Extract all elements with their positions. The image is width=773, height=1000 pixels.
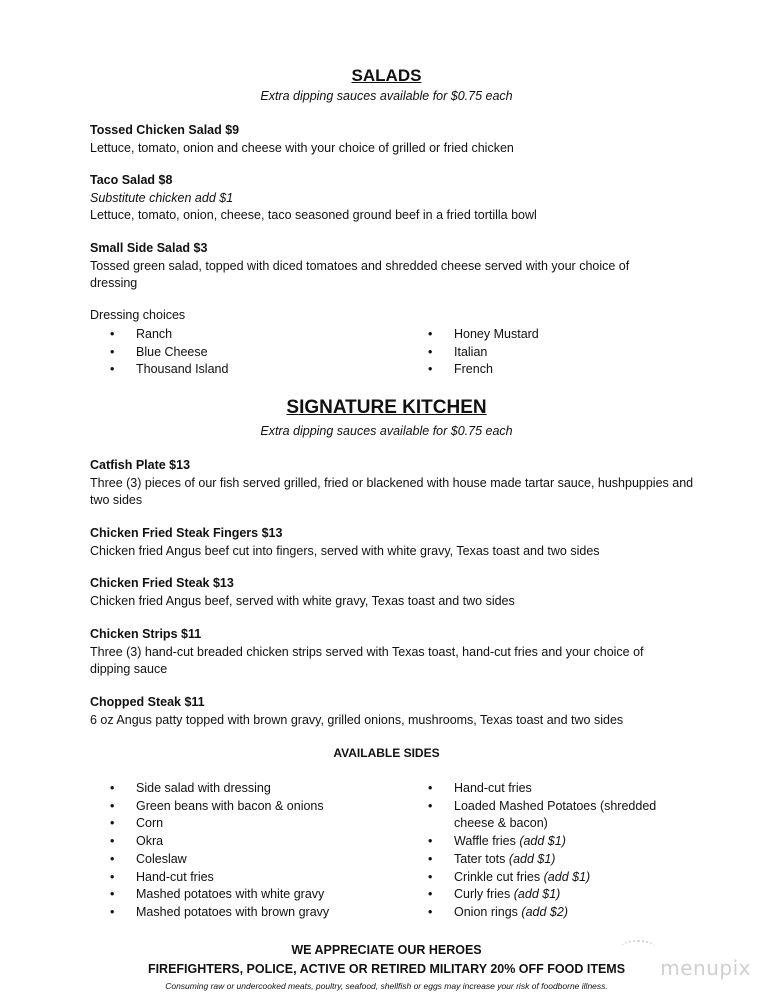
side-label: Onion rings (454, 904, 518, 919)
side-upcharge: (add $1) (513, 887, 561, 902)
side-upcharge: (add $1) (519, 834, 566, 849)
item-description: Three (3) pieces of our fish served grilled, fried or blackened with house made tartar sauce, hushpuppies and two sides (90, 475, 694, 507)
list-item (426, 869, 696, 887)
item-name: Chicken Strips $11 (90, 627, 202, 641)
menu-item (90, 122, 710, 157)
item-name: Chicken Fried Steak Fingers $13 (90, 526, 283, 540)
side-label: Hand-cut fries (454, 781, 532, 795)
side-upcharge: (add $1) (508, 851, 556, 866)
watermark-arc (620, 940, 656, 956)
item-name: Small Side Salad $3 (90, 241, 208, 255)
heroes-heading: WE APPRECIATE OUR HEROES (291, 943, 482, 957)
menu-item (90, 240, 660, 293)
side-upcharge: (add $1) (543, 869, 591, 884)
list-item: • Side salad with dressing (108, 780, 329, 798)
side-label: Crinkle cut fries (454, 869, 541, 884)
list-item: • Mashed potatoes with white gravy (108, 886, 329, 904)
food-safety-disclaimer: Consuming raw or undercooked meats, poultry, seafood, shellfish or eggs may increase your risk of foodborne illness. (165, 981, 608, 991)
item-description: Chicken fried Angus beef cut into fingers, served with white gravy, Texas toast and two sides (90, 543, 600, 558)
menu-item (90, 525, 710, 560)
menu-item (90, 626, 670, 679)
dressing-list-left (108, 326, 228, 379)
item-note: Substitute chicken add $1 (90, 190, 234, 205)
list-item: • Green beans with bacon & onions (108, 798, 329, 816)
list-item: • Corn (108, 815, 329, 833)
list-item (426, 886, 696, 904)
list-item (426, 851, 696, 869)
list-item (426, 780, 696, 798)
item-name: Chopped Steak $11 (90, 695, 205, 709)
side-label: Curly fries (454, 887, 511, 902)
sides-list-right (426, 780, 696, 922)
side-label: Tater tots (454, 851, 506, 866)
side-upcharge: (add $2) (521, 904, 568, 919)
list-item (426, 904, 696, 922)
watermark-logo: menupix (660, 956, 751, 980)
item-name: Catfish Plate $13 (90, 458, 191, 472)
item-description: Three (3) hand-cut breaded chicken strips served with Texas toast, hand-cut fries and your choice of dipping sauce (90, 644, 644, 676)
menu-item (90, 575, 710, 610)
item-description: Lettuce, tomato, onion and cheese with your choice of grilled or fried chicken (90, 140, 514, 155)
salads-title: SALADS (351, 66, 422, 85)
side-label: Waffle fries (454, 834, 516, 849)
salads-subtitle: Extra dipping sauces available for $0.75 each (260, 89, 513, 103)
list-item: • Ranch (108, 326, 228, 344)
menu-item (90, 172, 710, 225)
list-item: • French (426, 361, 539, 379)
signature-subtitle: Extra dipping sauces available for $0.75 each (260, 424, 513, 438)
sides-list-left (108, 780, 329, 922)
item-name: Taco Salad $8 (90, 173, 173, 187)
item-description: Chicken fried Angus beef, served with white gravy, Texas toast and two sides (90, 593, 515, 608)
dressing-choices-label: Dressing choices (90, 308, 186, 322)
list-item: • Thousand Island (108, 361, 228, 379)
list-item: • Mashed potatoes with brown gravy (108, 904, 329, 922)
list-item (426, 833, 696, 851)
item-name: Chicken Fried Steak $13 (90, 576, 234, 590)
item-description: Tossed green salad, topped with diced tomatoes and shredded cheese served with your choice of dressing (90, 258, 630, 290)
signature-title: SIGNATURE KITCHEN (286, 397, 487, 418)
list-item: • Italian (426, 344, 539, 362)
dressing-list-right (426, 326, 539, 379)
list-item: • Coleslaw (108, 851, 329, 869)
menu-item (90, 457, 710, 510)
list-item: • Blue Cheese (108, 344, 228, 362)
list-item: • Okra (108, 833, 329, 851)
side-label: Loaded Mashed Potatoes (shredded cheese & bacon) (454, 798, 657, 831)
menu-item (90, 694, 710, 729)
item-description: 6 oz Angus patty topped with brown gravy, grilled onions, mushrooms, Texas toast and two sides (90, 712, 624, 727)
list-item: • Honey Mustard (426, 326, 539, 344)
item-name: Tossed Chicken Salad $9 (90, 123, 240, 137)
list-item (426, 798, 696, 833)
item-description: Lettuce, tomato, onion, cheese, taco seasoned ground beef in a fried tortilla bowl (90, 208, 537, 222)
heroes-discount: FIREFIGHTERS, POLICE, ACTIVE OR RETIRED MILITARY 20% OFF FOOD ITEMS (147, 962, 626, 976)
sides-heading: AVAILABLE SIDES (333, 746, 440, 760)
list-item: • Hand-cut fries (108, 869, 329, 887)
